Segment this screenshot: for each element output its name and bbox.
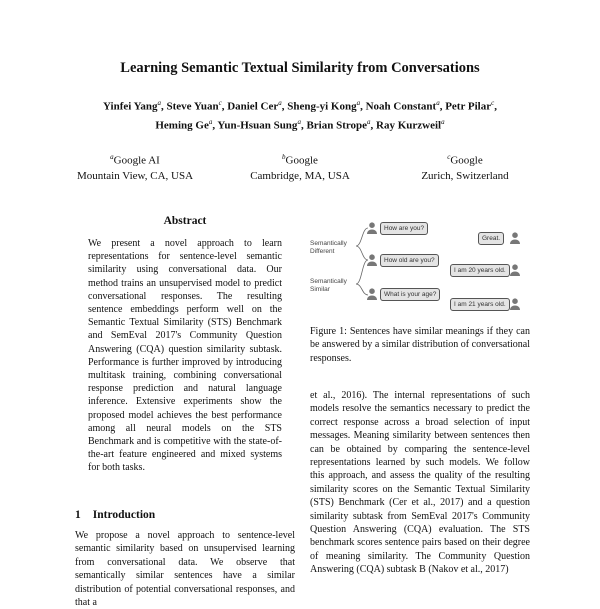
- author-line-2: [70, 115, 530, 134]
- person-icon: [367, 288, 377, 300]
- affiliation-mark: b: [282, 153, 286, 161]
- affiliation-org: Google: [285, 154, 318, 167]
- author-affiliation-mark: a: [278, 99, 282, 107]
- figure-1-caption: Figure 1: Sentences have similar meanings if they can be answered by a similar distribution of conversational responses.: [310, 326, 530, 364]
- affiliation-mark: c: [447, 153, 451, 161]
- bubble-answer-1: Great.: [478, 232, 504, 245]
- bubble-question-3: What is your age?: [380, 288, 440, 301]
- figure-1: [310, 220, 530, 320]
- author-line-1: [70, 96, 530, 115]
- person-icon: [510, 264, 520, 276]
- author-affiliation-mark: a: [157, 99, 162, 107]
- author-list: [70, 96, 530, 133]
- author-name: Yinfei Yang: [103, 100, 158, 113]
- author-separator: ,: [439, 100, 446, 113]
- author-affiliation-mark: a: [356, 99, 361, 107]
- author-separator: ,: [370, 119, 377, 132]
- author-separator: ,: [212, 119, 218, 132]
- author-separator: ,: [221, 100, 228, 113]
- bubble-answer-2: I am 20 years old.: [450, 264, 510, 277]
- label-semantically-different: Semantically Different: [310, 240, 347, 255]
- author-affiliation-mark: a: [367, 117, 371, 126]
- section-title: Introduction: [92, 509, 156, 521]
- paper-title: Learning Semantic Textual Similarity from Conversations: [120, 60, 480, 76]
- affiliation-org: Google: [450, 154, 483, 167]
- bubble-answer-3: I am 21 years old.: [450, 298, 510, 311]
- section-heading-introduction: [75, 509, 155, 521]
- author-affiliation-mark: a: [297, 117, 301, 126]
- affiliation-mark: a: [110, 153, 114, 161]
- affiliation-place: Mountain View, CA, USA: [76, 169, 194, 182]
- author-name: Petr Pilar: [445, 100, 492, 113]
- affiliation-org: Google AI: [113, 154, 160, 167]
- author-name: Sheng-yi Kong: [287, 100, 357, 113]
- affiliation-place: Cambridge, MA, USA: [250, 169, 350, 182]
- author-separator: ,: [281, 100, 288, 113]
- author-separator: ,: [300, 119, 307, 132]
- person-icon: [510, 298, 520, 310]
- person-icon: [510, 232, 520, 244]
- author-name: Heming Ge: [155, 119, 209, 132]
- author-separator: ,: [161, 100, 167, 113]
- person-icon: [367, 222, 377, 234]
- label-semantically-similar: Semantically Similar: [310, 278, 347, 293]
- affiliation-google-ai: [45, 150, 225, 184]
- person-icon: [367, 254, 377, 266]
- author-name: Ray Kurzweil: [376, 119, 442, 132]
- author-name: Noah Constant: [365, 100, 437, 113]
- author-affiliation-mark: c: [491, 99, 495, 107]
- section-number: 1: [75, 509, 81, 521]
- affiliation-place: Zurich, Switzerland: [421, 169, 509, 182]
- bubble-question-2: How old are you?: [380, 254, 439, 267]
- author-affiliation-mark: a: [208, 117, 213, 126]
- bubble-question-1: How are you?: [380, 222, 428, 235]
- introduction-text: We propose a novel approach to sentence-level semantic similarity based on unsupervised learning from conversational data. We observe that semantically similar sentences have a similar distribution of potential conversational responses, and that a: [75, 530, 295, 609]
- author-name: Yun-Hsuan Sung: [217, 119, 298, 132]
- author-name: Steve Yuan: [166, 100, 219, 113]
- author-name: Daniel Cer: [227, 100, 279, 113]
- abstract-text: We present a novel approach to learn representations for sentence-level semantic similarity using conversational data. Our method trains an unsupervised model to predict conversational responses. The resulting sentence embeddings perform well on the Semantic Textual Similarity (STS) Benchmark and SemEval 2017's Community Question Answering (CQA) question similarity subtask. Performance is further improved by introducing multitask training, combining conversational response prediction and natural language inference. Extensive experiments show the proposed model achieves the best performance among all neural models on the STS Benchmark and is competitive with the state-of-the-art feature engineered and mixed systems for both tasks.: [88, 238, 282, 474]
- author-name: Brian Strope: [306, 119, 368, 132]
- right-column-text: et al., 2016). The internal representations of such models resolve the semantics necessary to predict the correct response across a broad selection of input messages. Meaning similarity between sentences then can be obtained by comparing the sentence-level representations learned by such models. We follow this approach, and assess the quality of the resulting similarity scores on the Semantic Textual Similarity (STS) Benchmark (Cer et al., 2017) and a question similarity subtask from SemEval 2017's Community Question Answering (CQA) evaluation. The STS benchmark scores sentence pairs based on their degree of meaning similarity. The Community Question Answering (CQA) subtask B (Nakov et al., 2017): [310, 390, 530, 576]
- affiliation-google-zurich: [375, 150, 555, 184]
- author-affiliation-mark: c: [218, 99, 222, 107]
- affiliation-google-cambridge: [210, 150, 390, 184]
- author-affiliation-mark: a: [436, 99, 440, 107]
- author-separator: ,: [494, 100, 497, 113]
- author-separator: ,: [360, 100, 366, 113]
- author-affiliation-mark: a: [441, 117, 445, 126]
- abstract-heading: Abstract: [163, 215, 207, 227]
